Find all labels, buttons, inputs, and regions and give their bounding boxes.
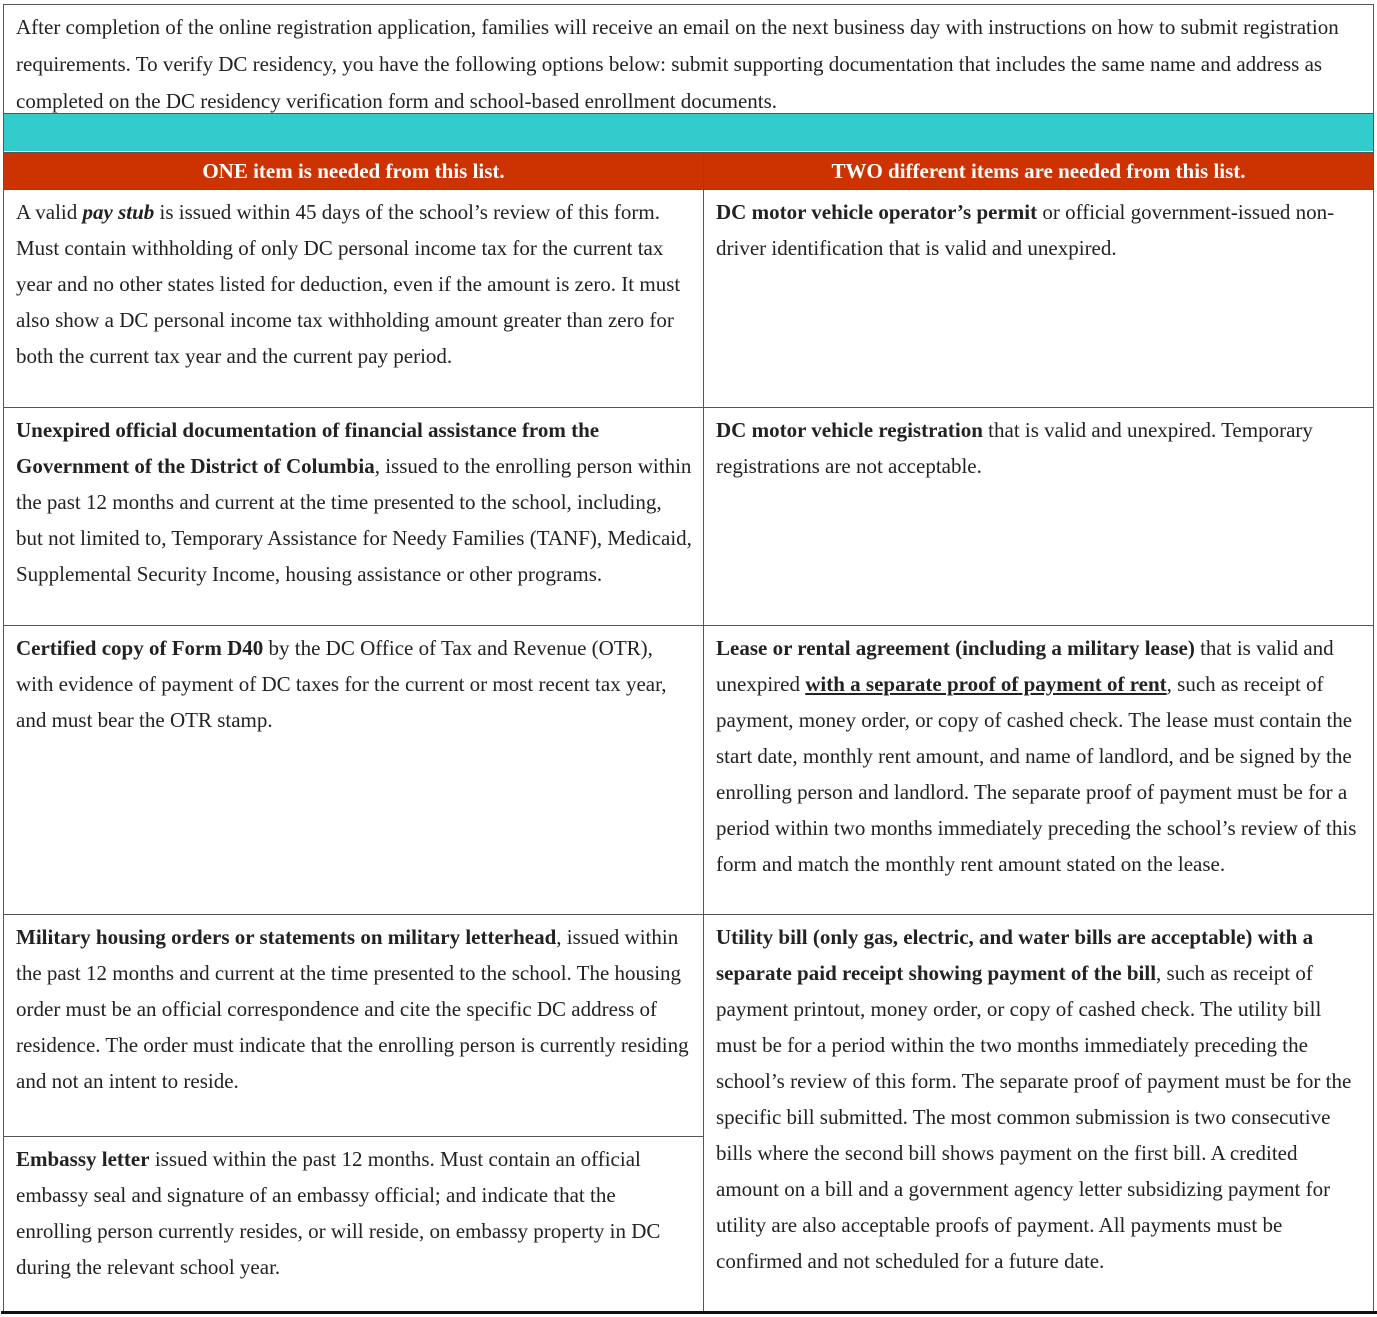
item-text: that is valid and unexpired	[716, 636, 1334, 696]
intro-paragraph	[4, 4, 1373, 112]
teal-divider-bar	[4, 113, 1373, 151]
item-bold-term: DC motor vehicle registration	[716, 418, 983, 442]
item-text: , such as receipt of payment, money order, or copy of cashed check. The lease must contain the start date, monthly rent amount, and name of landlord, and be signed by the enrolling person and landlord. The separate proof of payment must be for a period within two months immediately preceding the school’s review of this form and match the monthly rent amount stated on the lease.	[716, 672, 1357, 876]
item-bold-term: DC motor vehicle operator’s permit	[716, 200, 1038, 224]
item-underlined-term: with a separate proof of payment of rent	[805, 672, 1167, 696]
bottom-border	[1, 1311, 1377, 1314]
table-header-row	[4, 152, 1373, 189]
item-bold-term: Lease or rental agreement (including a military lease)	[716, 636, 1195, 660]
item-bold-term: Utility bill (only gas, electric, and water bills are acceptable) with a separate paid receipt showing payment of the bill	[716, 925, 1314, 985]
list-item	[704, 915, 1373, 1311]
list-item	[704, 626, 1373, 914]
residency-document	[3, 4, 1374, 1314]
item-text: , issued within the past 12 months and current at the time presented to the school. The housing order must be an official correspondence and cite the specific DC address of residence. The order must indicate that the enrolling person is currently residing and not an intent to reside.	[16, 925, 689, 1093]
item-text: issued within the past 12 months. Must contain an official embassy seal and signature of an embassy official; and indicate that the enrolling person currently resides, or will reside, on embassy property in DC during the relevant school year.	[16, 1147, 661, 1279]
list-item	[4, 408, 703, 625]
list-item	[4, 626, 703, 914]
item-bold-term: Unexpired official documentation of financial assistance from the Government of the District of Columbia	[16, 418, 600, 478]
list-item	[4, 190, 703, 407]
item-text: , issued to the enrolling person within the past 12 months and current at the time presented to the school, including, but not limited to, Temporary Assistance for Needy Families (TANF), Medicaid, Supplemental Security Income, housing assistance or other programs.	[16, 454, 692, 586]
header-one-item: ONE item is needed from this list.	[202, 159, 505, 183]
header-two-items: TWO different items are needed from this list.	[831, 159, 1246, 183]
item-text: , such as receipt of payment printout, money order, or copy of cashed check. The utility bill must be for a period within the two months immediately preceding the school’s review of this form. The separate proof of payment must be for the specific bill submitted. The most common submission is two consecutive bills where the second bill shows payment on the first bill. A credited amount on a bill and a government agency letter subsidizing payment for utility are also acceptable proofs of payment. All payments must be confirmed and not scheduled for a future date.	[716, 961, 1352, 1273]
item-text: or official government-issued non-driver identification that is valid and unexpired.	[716, 200, 1335, 260]
list-item	[704, 408, 1373, 625]
item-text: that is valid and unexpired. Temporary registrations are not acceptable.	[716, 418, 1313, 478]
list-item	[704, 190, 1373, 407]
intro-text: After completion of the online registration application, families will receive an email on the next business day with instructions on how to submit registration requirements. To verify DC residency, you have the following options below: submit supporting documentation that includes the same name and address as completed on the DC residency verification form and school-based enrollment documents.	[16, 15, 1339, 113]
item-text: A valid	[16, 200, 83, 224]
item-text: by the DC Office of Tax and Revenue (OTR), with evidence of payment of DC taxes for the current or most recent tax year, and must bear the OTR stamp.	[16, 636, 667, 732]
item-bold-term: Military housing orders or statements on military letterhead	[16, 925, 557, 949]
item-bold-term: Certified copy of Form D40	[16, 636, 264, 660]
item-text: is issued within 45 days of the school’s review of this form. Must contain withholding of only DC personal income tax for the current tax year and no other states listed for deduction, even if the amount is zero. It must also show a DC personal income tax withholding amount greater than zero for both the current tax year and the current pay period.	[16, 200, 681, 368]
item-bold-term: Embassy letter	[16, 1147, 150, 1171]
item-bold-term: pay stub	[82, 200, 155, 224]
list-item	[4, 1137, 703, 1311]
list-item	[4, 915, 703, 1136]
